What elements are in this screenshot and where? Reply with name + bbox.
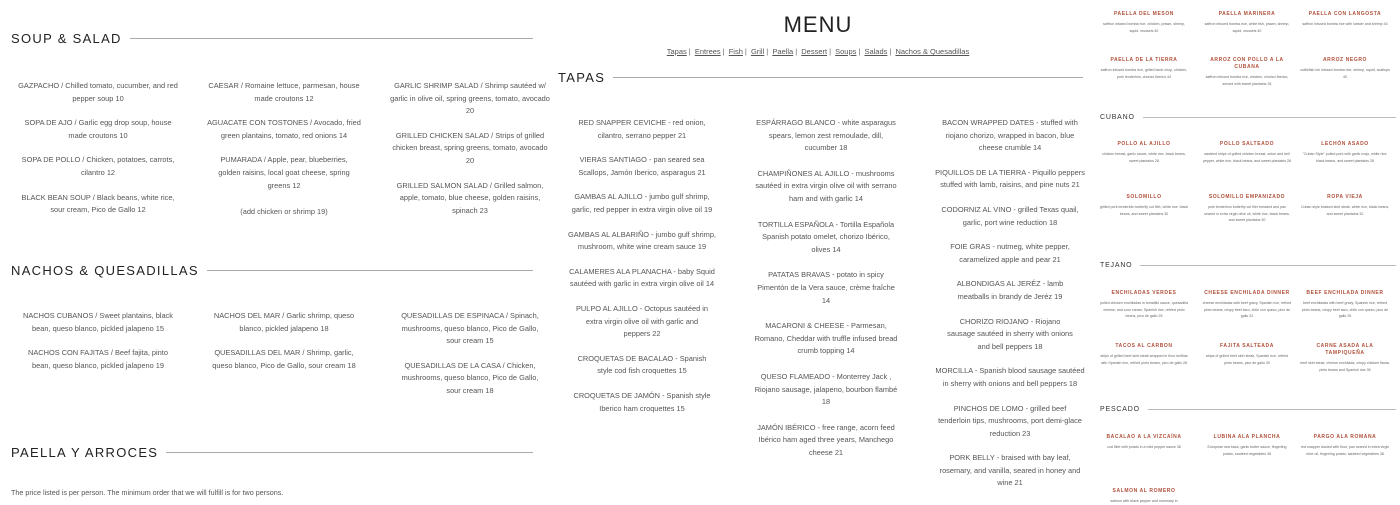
dish-name: PAELLA DE LA TIERRA xyxy=(1110,57,1178,63)
divider xyxy=(130,38,533,39)
dish-desc: red snapper dusted with flour, pan seared in extra virgin olive oil, fingerling potato, sautéed vegetables 38 xyxy=(1300,445,1390,456)
pescado-item xyxy=(1300,434,1390,457)
dish-name: PAELLA MARINERA xyxy=(1218,11,1276,17)
menu-item: JAMÓN IBÉRICO - free range, acorn feed Ibérico ham aged three years, Manchego cheese 21 xyxy=(757,422,895,457)
dish-desc: strips of grilled beef skirt steak wrapped in flour tortillas with Spanish rice, refried pinto beans, pico de gallo 28 xyxy=(1100,354,1188,365)
section-header-tapas xyxy=(558,70,1083,85)
pescado-item xyxy=(1099,488,1189,505)
dish-name: TACOS AL CARBON xyxy=(1115,343,1173,349)
menu-item: QUESADILLAS DEL MAR / Shrimp, garlic, queso blanco, Pico de Gallo, sour cream 18 xyxy=(212,348,356,370)
dish-name: ARROZ CON POLLO A LA CUBANA xyxy=(1210,57,1284,70)
menu-item: TORTILLA ESPAÑOLA - Tortilla Española Spanish potato omelet, chorizo Ibérico, olives 14 xyxy=(757,219,895,254)
divider xyxy=(1148,409,1396,410)
dish-name: CARNE ASADA ALA TAMPIQUEÑA xyxy=(1316,343,1374,356)
menu-item: GAMBAS AL AJILLO - jumbo gulf shrimp, garlic, red pepper in extra virgin olive oil 19 xyxy=(571,192,713,214)
section-header-soup-salad xyxy=(11,31,533,46)
section-title: SOUP & SALAD xyxy=(11,31,122,46)
nav-separator: | xyxy=(829,47,832,56)
menu-item: NACHOS DEL MAR / Garlic shrimp, queso blanco, pickled jalapeno 18 xyxy=(213,311,355,333)
page-title: MENU xyxy=(783,12,853,37)
dish-desc: chicken breast, garlic sauce, white rice, black beans, sweet plantains 28 xyxy=(1102,152,1186,163)
menu-item: FOIE GRAS - nutmeg, white pepper, caramelized apple and pear 21 xyxy=(950,242,1070,264)
menu-item: CROQUETAS DE JAMÓN - Spanish style Iberico ham croquettes 15 xyxy=(573,390,711,413)
nav-separator: | xyxy=(766,47,769,56)
soup-salad-items xyxy=(12,80,556,231)
dish-desc: grilled pork tenderloin butterfly cut filet, white rice, black beans, and sweet plantains 30 xyxy=(1099,205,1189,216)
dish-name: ROPA VIEJA xyxy=(1327,194,1363,200)
menu-item: PINCHOS DE LOMO - grilled beef tenderloin tips, mushrooms, port demi-glace reduction 23 xyxy=(938,403,1082,438)
section-title: NACHOS & QUESADILLAS xyxy=(11,263,199,278)
dish-desc: cheese enchiladas with beef gravy, Spanish rice, refried pinto beans, crispy beef taco, chile con queso, pico de gallo 22 xyxy=(1202,301,1292,319)
dish-desc: saffron infused bomba rice with lobster and shrimp 44 xyxy=(1302,22,1388,26)
menu-item: QUESO FLAMEADO - Monterrey Jack , Riojano sausage, jalapeno, bourbon flambé 18 xyxy=(754,371,898,407)
dish-name: BEEF ENCHILADA DINNER xyxy=(1306,290,1384,296)
tejano-item xyxy=(1099,290,1189,320)
dish-name: SOLOMILLO EMPANIZADO xyxy=(1208,194,1286,200)
dish-desc: sautéed strips of grilled chicken breast, onion and bell pepper, white rice, black beans, and sweet plantains 28 xyxy=(1202,152,1292,163)
menu-item: CODORNIZ AL VINO - grilled Texas quail, garlic, port wine reduction 18 xyxy=(941,204,1079,227)
nav-separator: | xyxy=(858,47,861,56)
pescado-item xyxy=(1202,434,1292,457)
section-header-cubano xyxy=(1100,114,1396,121)
menu-item: CROQUETAS DE BACALAO - Spanish style cod fish croquettes 15 xyxy=(577,353,707,376)
tejano-item xyxy=(1300,343,1390,373)
tejano-item xyxy=(1099,343,1189,366)
middle-panel xyxy=(548,0,1088,500)
dish-name: POLLO SALTEADO xyxy=(1219,141,1275,147)
cubano-item xyxy=(1099,141,1189,164)
paella-item xyxy=(1202,11,1292,34)
dish-desc: pulled chicken enchiladas in tomatillo sauce, quesadilla cheese, and sour cream, Spanish rice, refried pinto beans, pico de gallo 25 xyxy=(1100,301,1188,319)
menu-item: CHAMPIÑONES AL AJILLO - mushrooms sautéed in extra virgin olive oil with serrano ham and with garlic 14 xyxy=(755,168,897,203)
divider xyxy=(1140,265,1396,266)
menu-item: BLACK BEAN SOUP / Black beans, white rice, sour cream, Pico de Gallo 12 xyxy=(21,192,175,215)
dish-desc: saffron infused bomba rice, chicken, chorizo Iberico, served with sweet plantains 34 xyxy=(1205,75,1289,86)
section-title: CUBANO xyxy=(1100,114,1135,121)
nav-link-tapas[interactable]: Tapas xyxy=(666,47,687,56)
dish-desc: saffron infused bomba rice, chicken, prawn, shrimp, squid, mussels 40 xyxy=(1102,22,1186,33)
menu-item: PIQUILLOS DE LA TIERRA - Piquillo peppers stuffed with lamb, raisins, and pine nuts 21 xyxy=(935,167,1085,190)
nav-separator: | xyxy=(889,47,892,56)
nav-separator: | xyxy=(722,47,725,56)
dish-desc: European sea bass, garlic butter sauce, fingerling potato, sautéed vegetables 36 xyxy=(1207,445,1287,456)
menu-item: BACON WRAPPED DATES - stuffed with riojano chorizo, wrapped in bacon, blue cheese crumble 14 xyxy=(942,118,1078,153)
menu-item: GARLIC SHRIMP SALAD / Shrimp sautéed w/ garlic in olive oil, spring greens, tomato, avocado 20 xyxy=(390,81,550,116)
divider xyxy=(207,270,533,271)
cubano-item xyxy=(1099,194,1189,217)
tejano-item xyxy=(1300,290,1390,320)
paella-item xyxy=(1300,57,1390,80)
menu-item: VIERAS SANTIAGO - pan seared sea Scallops, Jamón Iberico, asparagus 21 xyxy=(578,155,706,177)
menu-item: CAESAR / Romaine lettuce, parmesan, house made croutons 12 xyxy=(208,81,360,103)
divider xyxy=(1143,117,1396,118)
dish-desc: pork tenderloin butterfly cut filet breaded and pan seared in extra virgin olive oil, white rice, black beans, and sweet plantains 30 xyxy=(1204,205,1290,223)
tejano-item xyxy=(1202,290,1292,320)
section-title: TAPAS xyxy=(558,70,606,85)
dish-name: ARROZ NEGRO xyxy=(1322,57,1368,63)
section-header-pescado xyxy=(1100,406,1396,413)
left-panel xyxy=(0,0,550,500)
dish-desc: salmon with black pepper and rosemary in xyxy=(1110,499,1178,503)
menu-item: PORK BELLY - braised with bay leaf, rosemary, and vanilla, seared in honey and wine 21 xyxy=(939,453,1081,488)
menu-item: GRILLED SALMON SALAD / Grilled salmon, apple, tomato, blue cheese, golden raisins, spinach 23 xyxy=(396,180,544,215)
right-panel xyxy=(1095,0,1400,503)
nav-separator: | xyxy=(795,47,798,56)
nachos-items xyxy=(12,310,556,410)
cubano-item xyxy=(1202,194,1292,224)
dish-desc: beef enchiladas with beef gravy, Spanish rice, refried pinto beans, crispy beef taco, chile con queso, pico de gallo 25 xyxy=(1301,301,1389,319)
paella-item xyxy=(1300,11,1390,28)
paella-note: The price listed is per person. The minimum order that we will fulfill is for two persons. xyxy=(11,488,284,497)
menu-item: MORCILLA - Spanish blood sausage sautéed in sherry with onions and bell peppers 18 xyxy=(935,366,1085,388)
nav-link-salads[interactable]: Salads xyxy=(864,47,888,56)
dish-name: BACALAO A LA VIZCAÍNA xyxy=(1106,434,1182,440)
category-nav xyxy=(548,47,1088,56)
tejano-item xyxy=(1202,343,1292,366)
dish-name: PARGO ALA ROMANA xyxy=(1313,434,1377,440)
menu-item: GRILLED CHICKEN SALAD / Strips of grilled chicken breast, spring greens, tomato, avocado 20 xyxy=(392,130,548,165)
divider xyxy=(613,77,1083,78)
dish-name: POLLO AL AJILLO xyxy=(1117,141,1171,147)
section-title: PAELLA Y ARROCES xyxy=(11,445,159,460)
section-header-paella xyxy=(11,445,533,460)
dish-desc: beef skirt steak, cheese enchilada, crispy chicken flauta, pinto beans and Spanish rice 35 xyxy=(1300,361,1390,372)
nav-link-paella[interactable]: Paella xyxy=(772,47,794,56)
dish-desc: strips of grilled beef skirt steak, Spanish rice, refried pinto beans, pico de gallo 30 xyxy=(1205,354,1289,365)
section-header-tejano xyxy=(1100,262,1396,269)
paella-item xyxy=(1099,57,1189,80)
section-header-nachos xyxy=(11,263,533,278)
menu-item: NACHOS CON FAJITAS / Beef fajita, pinto bean, queso blanco, pickled jalapeno 19 xyxy=(28,348,168,370)
cubano-item xyxy=(1300,141,1390,164)
menu-item: GAMBAS AL ALBARIÑO - jumbo gulf shrimp, mushroom, white wine cream sauce 19 xyxy=(567,229,716,252)
dish-name: ENCHILADAS VERDES xyxy=(1111,290,1177,296)
menu-item: SOPA DE POLLO / Chicken, potatoes, carrots, cilantro 12 xyxy=(21,155,175,177)
dish-name: FAJITA SALTEADA xyxy=(1220,343,1274,349)
nav-separator: | xyxy=(688,47,691,56)
dish-name: LUBINA ALA PLANCHA xyxy=(1213,434,1281,440)
dish-name: PAELLA CON LANGOSTA xyxy=(1308,11,1382,17)
menu-item: NACHOS CUBANOS / Sweet plantains, black bean, queso blanco, pickled jalapeno 15 xyxy=(23,311,173,333)
dish-desc: saffron infused bomba rice, grilled lamb chop, chicken, pork tenderloin, chorizo Iberico 44 xyxy=(1100,68,1188,79)
dish-name: CHEESE ENCHILADA DINNER xyxy=(1204,290,1290,296)
divider xyxy=(166,452,533,453)
menu-item: CALAMERES ALA PLANACHA - baby Squid sautéed with garlic in extra virgin olive oil 14 xyxy=(569,266,715,289)
dish-desc: "Cuban Style" pulled pork with garlic mojo, white rice, black beans, and sweet plantains 28 xyxy=(1302,152,1388,163)
menu-item: CHORIZO RIOJANO - Riojano sausage sautéed in sherry with onions and bell peppers 18 xyxy=(947,316,1073,351)
menu-item: SOPA DE AJO / Garlic egg drop soup, house made croutons 10 xyxy=(24,118,172,140)
section-title: TEJANO xyxy=(1100,262,1133,269)
dish-desc: saffron infused bomba rice, white fish, prawn, shrimp, squid, mussels 40 xyxy=(1204,22,1290,33)
nav-link-dessert[interactable]: Dessert xyxy=(801,47,828,56)
menu-item: PUMARADA / Apple, pear, blueberries, golden raisins, local goat cheese, spring greens 12 xyxy=(218,155,350,190)
tapas-items xyxy=(556,117,1096,502)
nav-link-fish[interactable]: Fish xyxy=(728,47,743,56)
nav-link-entrees[interactable]: Entrees xyxy=(694,47,721,56)
paella-item xyxy=(1099,11,1189,34)
dish-desc: cuttlefish ink infused bomba rice, shrimp, squid, scallops 40 xyxy=(1300,68,1390,79)
dish-name: LECHÓN ASADO xyxy=(1321,141,1369,147)
dish-name: SOLOMILLO xyxy=(1126,194,1162,200)
nav-separator: | xyxy=(744,47,747,56)
menu-item: ALBONDIGAS AL JERÉZ - lamb meatballs in brandy de Jeréz 19 xyxy=(956,279,1064,301)
cubano-item xyxy=(1300,194,1390,217)
menu-item: PATATAS BRAVAS - potato in spicy Pimentón de la Vera sauce, crème fraîche 14 xyxy=(757,270,895,305)
cubano-item xyxy=(1202,141,1292,164)
nav-link-soups[interactable]: Soups xyxy=(835,47,857,56)
menu-item: GAZPACHO / Chilled tomato, cucumber, and red pepper soup 10 xyxy=(18,81,178,103)
nav-link-grill[interactable]: Grill xyxy=(750,47,765,56)
menu-item: RED SNAPPER CEVICHE - red onion, cilantro, serrano pepper 21 xyxy=(578,118,706,140)
paella-item xyxy=(1202,57,1292,87)
section-title: PESCADO xyxy=(1100,406,1140,413)
nav-link-nachos-quesadillas[interactable]: Nachos & Quesadillas xyxy=(895,47,970,56)
dish-desc: cod fillet with potato in a mild pepper sauce 36 xyxy=(1107,445,1181,449)
menu-item: PULPO AL AJILLO - Octopus sautéed in extra virgin olive oil with garlic and peppers 22 xyxy=(575,303,708,339)
dish-desc: Cuban style braised skirt steak, white rice, black beans, and sweet plantains 32 xyxy=(1300,205,1390,216)
menu-item: MACARONI & CHEESE - Parmesan, Romano, Cheddar with truffle infused bread crumb topping 14 xyxy=(754,321,898,356)
menu-item: QUESADILLAS DE LA CASA / Chicken, mushrooms, queso blanco, Pico de Gallo, sour cream 18 xyxy=(401,360,539,395)
dish-name: PAELLA DEL MESON xyxy=(1113,11,1175,17)
menu-item: QUESADILLAS DE ESPINACA / Spinach, mushrooms, queso blanco, Pico de Gallo, sour cream 15 xyxy=(401,311,539,346)
pescado-item xyxy=(1099,434,1189,451)
menu-item: AGUACATE CON TOSTONES / Avocado, fried green plantains, tomato, red onions 14 xyxy=(207,118,361,140)
dish-name: SALMON AL ROMERO xyxy=(1112,488,1176,494)
menu-item: ESPÁRRAGO BLANCO - white asparagus spears, lemon zest remoulade, dill, cucumber 18 xyxy=(756,118,896,153)
menu-item: (add chicken or shrimp 19) xyxy=(240,207,328,217)
